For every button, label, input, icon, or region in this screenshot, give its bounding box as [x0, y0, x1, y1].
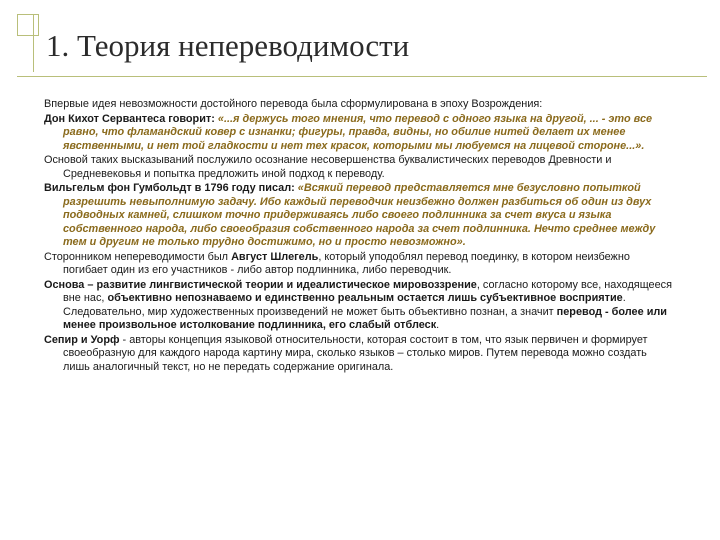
paragraph: [44, 334, 672, 375]
emphasis-text: перевод - более или менее произвольное истолкование подлинника, его слабый отблеск: [63, 305, 667, 331]
body-text: , согласно которому все, находящееся вне нас,: [63, 278, 673, 304]
emphasis-text: Вильгельм фон Гумбольдт в 1796 году писал:: [44, 182, 298, 194]
body-text: .: [436, 319, 440, 331]
decorative-vertical-line: [33, 14, 34, 72]
paragraph: [44, 154, 672, 181]
body-text: . Следовательно, мир художественных произведений не может быть объективно познан, а значит: [63, 292, 626, 318]
body-text: Сторонником непереводимости был: [44, 250, 232, 263]
body-text: , который уподоблял перевод поединку, в котором неизбежно погибает один из его участников - либо автор подлинника, либо переводчик.: [63, 250, 630, 276]
emphasis-text: Дон Кихот Сервантеса говорит:: [44, 112, 218, 125]
title-underline: [17, 76, 707, 77]
emphasis-text: объективно непознаваемо и единственно реальным остается лишь субъективное восприятие: [107, 292, 623, 304]
paragraph: [44, 113, 672, 154]
slide-title: 1. Теория непереводимости: [46, 28, 410, 63]
paragraph: [44, 98, 672, 112]
emphasis-text: Основа – развитие лингвистической теории и идеалистическое мировоззрение: [44, 278, 477, 291]
paragraph: [44, 182, 672, 250]
quote-text: «...я держусь того мнения, что перевод с одного языка на другой, ... - это все равно, что фламандский ковер с изнанки; фигуры, правда, видны, но обилие нитей делает их менее явственными, и нет той гладкости и нет тех красок, которыми мы любуемся на лицевой стороне...».: [63, 112, 653, 152]
paragraph: [44, 279, 672, 333]
emphasis-text: Сепир и Уорф: [44, 333, 120, 346]
body-text: Основой таких высказываний послужило осознание несовершенства буквалистических переводов Древности и Средневековья и попытка предложить иной подход к переводу.: [44, 154, 612, 180]
body-text: - авторы концепция языковой относительности, которая состоит в том, что язык первичен и формирует своеобразную для каждого народа картину мира, сколько языков – столько миров. Путем перевода можно создать лишь аналогичный текст, но не передать содержание оригинала.: [63, 333, 648, 373]
emphasis-text: Август Шлегель: [231, 250, 319, 263]
slide-body: [44, 98, 672, 375]
body-text: Впервые идея невозможности достойного перевода была сформулирована в эпоху Возрождения:: [44, 98, 543, 110]
paragraph: [44, 251, 672, 278]
decorative-square: [17, 14, 39, 36]
quote-text: «Всякий перевод представляется мне безусловно попыткой разрешить невыполнимую задачу. Ибо каждый переводчик неизбежно должен разбиться об один из двух подводных камней, слишком точно придерживаясь либо своего подлинника за счет вкуса и языка собственного народа, либо своеобразия собственного народа за счет подлинника. Нечто среднее между тем и другим не только трудно достижимо, но и просто невозможно».: [63, 182, 656, 248]
